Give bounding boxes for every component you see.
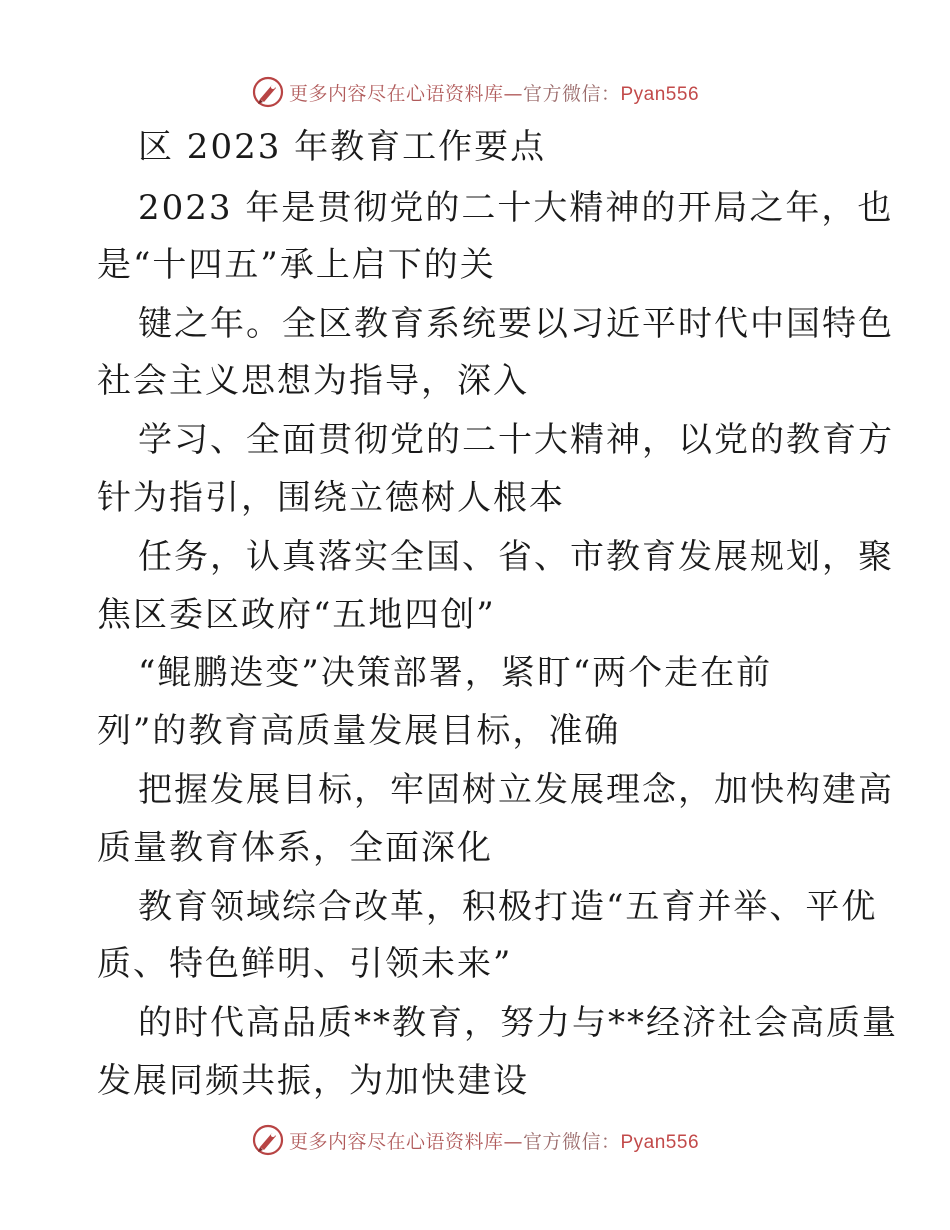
document-title: 区 2023 年教育工作要点 — [138, 127, 547, 167]
paragraph-line: 的时代高品质**教育，努力与**经济社会高质量 — [138, 1003, 898, 1043]
paragraph-line: 焦区委区政府“五地四创” — [97, 595, 496, 635]
banner-wechat-label: 官方微信： — [522, 82, 621, 105]
banner-text — [289, 79, 699, 106]
banner-separator: — — [503, 82, 523, 105]
paragraph-line: 列”的教育高质量发展目标，准确 — [97, 711, 621, 751]
paragraph-line: 键之年。全区教育系统要以习近平时代中国特色 — [138, 304, 894, 344]
banner-separator: — — [503, 1130, 523, 1153]
banner-wechat-handle: Pyan556 — [620, 1131, 700, 1153]
paragraph-line: 教育领域综合改革，积极打造“五育并举、平优 — [138, 887, 878, 927]
pen-nib-logo-icon — [251, 75, 285, 109]
paragraph-line: 任务，认真落实全国、省、市教育发展规划，聚 — [138, 537, 894, 577]
banner-slogan: 更多内容尽在心语资料库 — [288, 82, 504, 105]
banner-text — [289, 1127, 699, 1154]
paragraph-line: 发展同频共振，为加快建设 — [97, 1061, 529, 1101]
paragraph-line: 质、特色鲜明、引领未来” — [97, 944, 513, 984]
paragraph-line: 社会主义思想为指导，深入 — [97, 361, 529, 401]
paragraph-line: 把握发展目标，牢固树立发展理念，加快构建高 — [138, 770, 894, 810]
paragraph-line: 是“十四五”承上启下的关 — [97, 245, 496, 285]
header-banner — [0, 72, 950, 112]
paragraph-line: 质量教育体系，全面深化 — [97, 828, 493, 868]
paragraph-line: 2023 年是贯彻党的二十大精神的开局之年，也 — [138, 188, 894, 228]
banner-wechat-label: 官方微信： — [522, 1130, 621, 1153]
pen-nib-logo-icon — [251, 1123, 285, 1157]
paragraph-line: “鲲鹏迭变”决策部署，紧盯“两个走在前 — [138, 653, 773, 693]
paragraph-line: 学习、全面贯彻党的二十大精神，以党的教育方 — [138, 420, 894, 460]
banner-wechat-handle: Pyan556 — [620, 83, 700, 105]
banner-slogan: 更多内容尽在心语资料库 — [288, 1130, 504, 1153]
footer-banner — [0, 1120, 950, 1160]
paragraph-line: 针为指引，围绕立德树人根本 — [97, 478, 565, 518]
